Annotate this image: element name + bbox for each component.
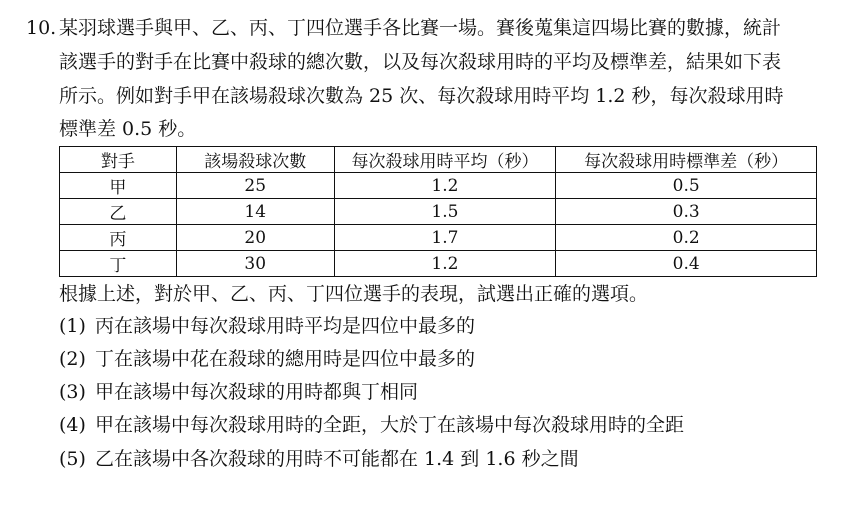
table-cell-mean-time: 1.7 [334,225,556,251]
data-table [59,146,817,277]
option-text: 甲在該場中每次殺球用時的全距，大於丁在該場中每次殺球用時的全距 [95,414,685,436]
option-3 [59,380,418,404]
option-number: (3) [59,381,86,403]
table-cell-opponent: 丙 [60,225,177,251]
table-header-smash-count: 該場殺球次數 [176,147,334,173]
table-cell-smash-count: 30 [176,251,334,277]
option-number: (5) [59,448,86,470]
option-text: 丙在該場中每次殺球用時平均是四位中最多的 [95,315,476,337]
table-cell-mean-time: 1.2 [334,173,556,199]
option-text: 乙在該場中各次殺球的用時不可能都在 1.4 到 1.6 秒之間 [95,448,579,470]
table-cell-smash-count: 25 [176,173,334,199]
option-number: (2) [59,348,86,370]
option-2 [59,347,475,371]
table-header-std-time: 每次殺球用時標準差（秒） [556,147,817,173]
table-row [60,173,817,199]
question-prompt: 根據上述，對於甲、乙、丙、丁四位選手的表現，試選出正確的選項。 [59,283,649,305]
table-row [60,251,817,277]
table-row [60,199,817,225]
question-intro-line-2: 該選手的對手在比賽中殺球的總次數，以及每次殺球用時的平均及標準差，結果如下表 [59,51,782,73]
question-intro-line-4: 標準差 0.5 秒。 [59,118,197,140]
option-4 [59,413,684,437]
table-header-opponent: 對手 [60,147,177,173]
table-header-mean-time: 每次殺球用時平均（秒） [334,147,556,173]
question-intro-line-1: 某羽球選手與甲、乙、丙、丁四位選手各比賽一場。賽後蒐集這四場比賽的數據，統計 [59,17,782,39]
option-5 [59,447,579,471]
table-header-row [60,147,817,173]
option-text: 甲在該場中每次殺球的用時都與丁相同 [95,381,419,403]
option-number: (1) [59,315,86,337]
table-cell-opponent: 乙 [60,199,177,225]
table-row [60,225,817,251]
option-number: (4) [59,414,86,436]
table-cell-opponent: 丁 [60,251,177,277]
question-intro-line-3: 所示。例如對手甲在該場殺球次數為 25 次、每次殺球用時平均 1.2 秒，每次殺球用時 [59,85,784,107]
table-cell-smash-count: 14 [176,199,334,225]
table-cell-std-time: 0.3 [556,199,817,225]
table-cell-smash-count: 20 [176,225,334,251]
table-cell-mean-time: 1.5 [334,199,556,225]
table-cell-std-time: 0.2 [556,225,817,251]
question-number: 10. [26,17,57,39]
table-cell-std-time: 0.4 [556,251,817,277]
option-text: 丁在該場中花在殺球的總用時是四位中最多的 [95,348,476,370]
table-cell-mean-time: 1.2 [334,251,556,277]
option-1 [59,314,475,338]
table-cell-std-time: 0.5 [556,173,817,199]
table-cell-opponent: 甲 [60,173,177,199]
